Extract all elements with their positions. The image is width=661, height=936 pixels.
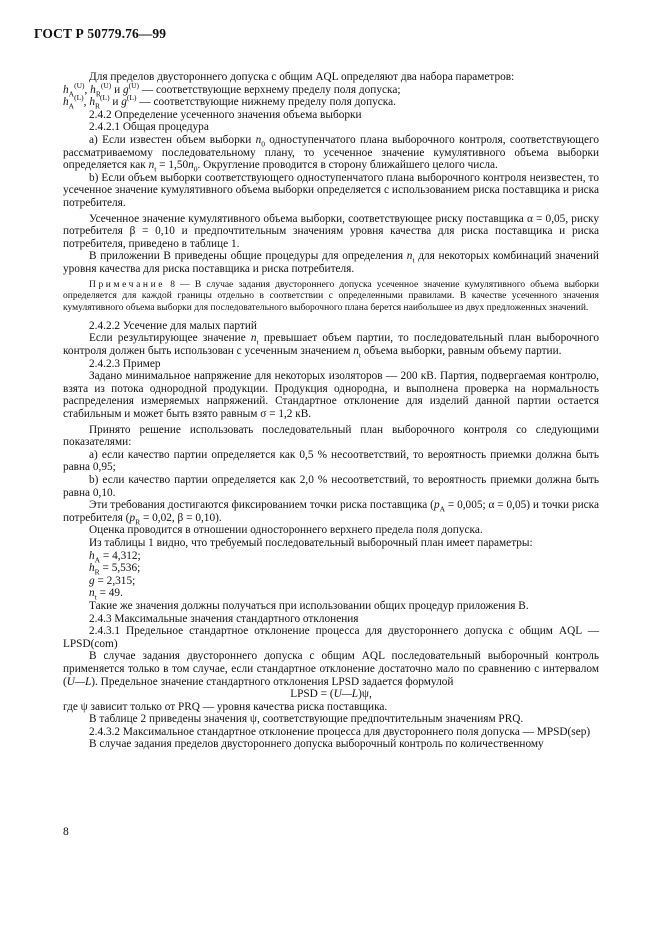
paragraph: В случае задания пределов двустороннего допуска выборочный контроль по количественному — [89, 738, 544, 751]
paragraph: где ψ зависит только от PRQ — уровня качества риска поставщика. — [63, 700, 388, 713]
section-heading: 2.4.3 Максимальные значения стандартного отклонения — [89, 612, 359, 625]
note: Примечание 8 — В случае задания двустороннего допуска усеченное значение кумулятивного объема выборки определяется для каждой границы отдельно в соответствии с определенными правилами. В качестве усеченного значения кумулятивного объема выборки для последовательного выборочного плана берется наибольшее из двух предложенных значений. — [63, 279, 599, 314]
paragraph: Усеченное значение кумулятивного объема выборки, соответствующее риску поставщика α = 0,05, риску потребителя β = 0,10 и предпочтительным значениям уровня качества для риска поставщика и риска потребителя, приведено в таблице 1. — [63, 212, 599, 250]
param-g: g = 2,315; — [89, 574, 136, 587]
note-label: Примечание — [89, 279, 166, 290]
paragraph: В случае задания двустороннего допуска с общим AQL последовательный выборочный контроль применяется только в том случае, если стандартное отклонение достаточно мало по сравнению с интервалом (U—L). Предельное значение стандартного отклонения LPSD задается формулой — [63, 650, 599, 688]
section-heading: 2.4.3.1 Предельное стандартное отклонение процесса для двустороннего допуска с общим AQL — LPSD(com) — [63, 625, 599, 650]
section-heading: 2.4.3.2 Максимальное стандартное отклонение процесса для двустороннего поля допуска — MPSD(sep) — [89, 725, 591, 738]
paragraph: Эти требования достигаются фиксированием точки риска поставщика ($p_A = 0,005$; α = 0,05) и точки риска потребителя ($p_R = 0,02$, β = 0,10). — [63, 499, 599, 527]
lower-params-line: $h_A^{(L)}$, $h_R^{(L)}$ и $g^{(L)}$ — соответствующие нижнему пределу поля допуска. — [63, 93, 396, 111]
page-number: 8 — [63, 826, 69, 838]
list-item: b) если качество партии определяется как 2,0 % несоответствий, то вероятность приемки должна быть равна 0,10. — [63, 474, 599, 499]
paragraph: b) Если объем выборки соответствующего одноступенчатого плана выборочного контроля неизвестен, то усеченное значение кумулятивного объема выборки определяется с использованием риска поставщика и риска потребителя. — [63, 171, 599, 209]
paragraph: Задано минимальное напряжение для некоторых изоляторов — 200 кВ. Партия, подвергаемая контролю, взята из потока однородной продукции. Продукция однородна, и выполнена проверка на нормальность распределения измеряемых напряжений. Стандартное отклонение для изделий данной партии остается стабильным и может быть взято равным σ = 1,2 кВ. — [63, 370, 599, 421]
upper-params-line: $h_A^{(U)}$, $h_R^{(U)}$ и $g^{(U)}$ — соответствующие верхнему пределу поля допуска; — [63, 80, 401, 98]
paragraph: Такие же значения должны получаться при использовании общих процедур приложения В. — [89, 599, 529, 612]
section-heading: 2.4.2.2 Усечение для малых партий — [89, 319, 257, 332]
document-body — [63, 71, 599, 751]
paragraph: В приложении В приведены общие процедуры для определения $n_t$ для некоторых комбинаций значений уровня качества для риска поставщика и риска потребителя. — [63, 250, 599, 275]
param-hA: $h_A = 4,312$; — [89, 549, 141, 564]
paragraph: Для пределов двустороннего допуска с общим AQL определяют два набора параметров: — [89, 71, 515, 83]
section-heading: 2.4.2 Определение усеченного значения объема выборки — [89, 108, 362, 121]
document-header: ГОСТ Р 50779.76—99 — [34, 26, 167, 41]
paragraph: Оценка проводится в отношении одностороннего верхнего предела поля допуска. — [89, 524, 483, 537]
param-nt: $n_t = 49$. — [89, 587, 123, 602]
paragraph: Если результирующее значение $n_t$ превышает объем партии, то последовательный план выборочного контроля должен быть использован с усеченным значением $n_t$ объема выборки, равным объему партии. — [63, 332, 599, 360]
section-heading: 2.4.2.1 Общая процедура — [89, 121, 209, 134]
paragraph: Из таблицы 1 видно, что требуемый последовательный выборочный план имеет параметры: — [89, 536, 533, 549]
formula-lpsd: LPSD = (U—L)ψ, — [290, 688, 372, 701]
param-hR: $h_R = 5,536$; — [89, 562, 141, 577]
paragraph: а) Если известен объем выборки $n_0$ одноступенчатого плана выборочного контроля, соответствующего рассматриваемому последовательному плану, то усеченное значение кумулятивного объема выборки определяется как $n_t = 1,50n_0$. Округление проводится в сторону ближайшего целого числа. — [63, 133, 599, 174]
paragraph: Принято решение использовать последовательный план выборочного контроля со следующими показателями: — [63, 423, 599, 449]
paragraph: В таблице 2 приведены значения ψ, соответствующие предпочтительным значениям PRQ. — [89, 713, 524, 726]
section-heading: 2.4.2.3 Пример — [89, 357, 161, 370]
list-item: а) если качество партии определяется как 0,5 % несоответствий, то вероятность приемки должна быть равна 0,95; — [63, 448, 599, 474]
